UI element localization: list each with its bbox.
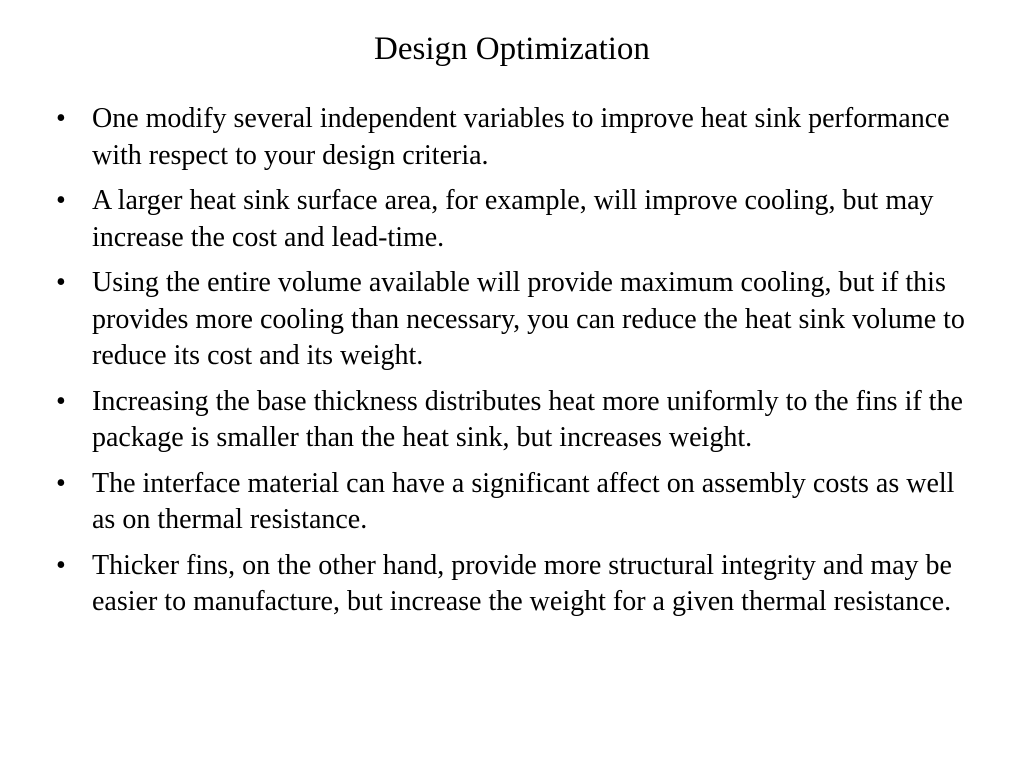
bullet-item	[56, 384, 971, 457]
bullet-list	[56, 101, 971, 630]
bullet-marker: •	[56, 185, 66, 216]
bullet-text: A larger heat sink surface area, for example, will improve cooling, but may increase the cost and lead-time.	[92, 185, 934, 253]
bullet-text: Increasing the base thickness distributes heat more uniformly to the fins if the package is smaller than the heat sink, but increases weight.	[92, 385, 963, 453]
bullet-marker: •	[56, 103, 66, 134]
bullet-item	[56, 548, 971, 621]
bullet-marker: •	[56, 385, 66, 417]
bullet-marker: •	[56, 267, 66, 298]
bullet-item	[56, 101, 971, 174]
bullet-text: The interface material can have a significant affect on assembly costs as well as on thermal resistance.	[92, 467, 955, 535]
bullet-text: Using the entire volume available will provide maximum cooling, but if this provides more cooling than necessary, you can reduce the heat sink volume to reduce its cost and its weight.	[92, 267, 965, 371]
bullet-item	[56, 183, 971, 256]
bullet-marker: •	[56, 549, 66, 581]
bullet-marker: •	[56, 467, 66, 499]
bullet-text: One modify several independent variables to improve heat sink performance with respect to your design criteria.	[92, 103, 950, 171]
bullet-item	[56, 466, 971, 539]
bullet-item	[56, 265, 971, 375]
slide-title: Design Optimization	[374, 31, 650, 67]
bullet-text: Thicker fins, on the other hand, provide more structural integrity and may be easier to manufacture, but increase the weight for a given thermal resistance.	[92, 549, 952, 617]
